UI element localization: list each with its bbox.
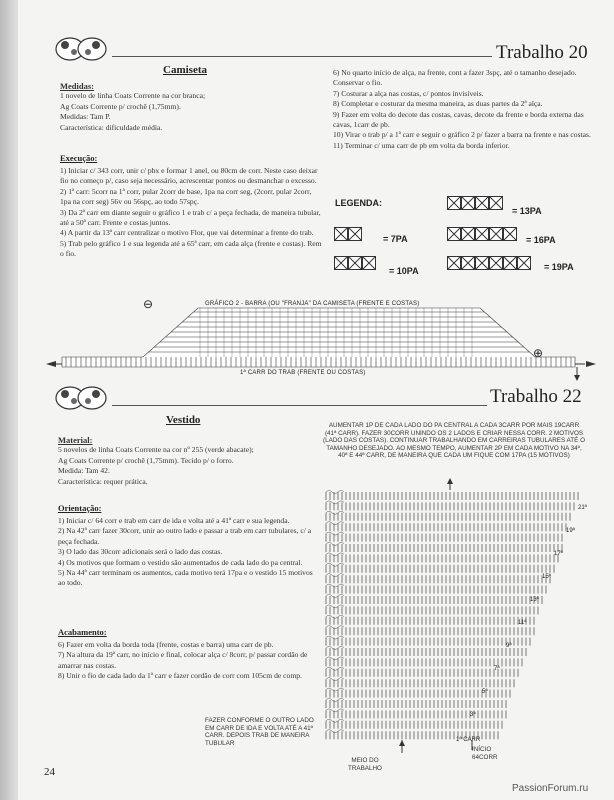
row-label: 13ª [530,597,539,603]
x-box-icon [475,227,489,241]
header-rule [112,405,487,406]
watermark: PassionForum.ru [512,783,589,794]
section-title-trabalho-20: Trabalho 20 [496,42,588,63]
x-box-icon [461,256,475,270]
x-box-icon [489,256,503,270]
step: 3) Da 2ª carr em diante seguir o gráfico 1 e trab c/ a peça fechada, de maneira tubular, até a 50ª carr. Frente e costas juntos. [60,207,321,228]
step: 2) Na 42ª carr fazer 30corr, unir ao outro lado e passar a trab em carr tubulares, c/ a peça fechada. [58,526,312,546]
bottom-note: FAZER CONFORME O OUTRO LADO EM CARR DE IDA E VOLTA ATÉ A 41ª CARR. DEPOIS TRAB DE MANEIRA TUBULAR [205,717,314,747]
legend-label-7pa: = 7PA [383,234,408,244]
camiseta-title: Camiseta [163,64,207,76]
size-line: Medida: Tam 42. [58,466,110,476]
legend-label-19pa: = 19PA [544,262,574,272]
step: 7) Costurar a alça nas costas, c/ pontos invisíveis. [333,88,484,98]
step: 11) Terminar c/ uma carr de pb em volta da borda inferior. [333,140,510,150]
orientation-label: Orientação: [58,503,102,513]
x-box-icon [334,227,348,241]
graph2-caption: 1ª CARR DO TRAB (FRENTE OU COSTAS) [240,370,366,376]
material-line: Ag Coats Corrente p/ crochê (1,75mm). [60,101,181,111]
x-box-icon [517,256,531,270]
header-rule [112,56,492,57]
yarn-balls-logo [52,381,112,411]
x-box-icon [503,227,517,241]
x-box-icon [447,196,461,210]
row-label: 9ª [506,643,512,649]
x-box-icon [447,256,461,270]
step: 4) Os motivos que formam o vestido são aumentados de cada lado do pa central. [58,557,303,567]
step: 10) Virar o trab p/ a 1ª carr e seguir o gráfico 2 p/ fazer a barra na frente e nas costas. [333,130,591,140]
vestido-title: Vestido [166,414,201,426]
vestido-finish-steps [58,640,313,682]
step: 5) Trab pelo gráfico 1 e sua legenda até a 65ª carr, em cada alça (frente e costas). Rem o fio. [60,238,322,259]
row-label: 5ª [482,689,488,695]
material-label: Material: [58,435,93,445]
material-line: Ag Coats Corrente p/ crochê (1,75mm). Tecido p/ o forro. [58,455,234,465]
x-box-icon [362,256,376,270]
finish-label: Acabamento: [58,627,107,637]
x-box-icon [461,196,475,210]
step: 3) O lado das 30corr adicionais será o lado das costas. [58,547,223,557]
x-box-icon [461,227,475,241]
size-line: Medidas: Tam P. [60,112,111,122]
plus-circle-icon: ⊕ [533,346,544,360]
feature-line: Característica: dificuldade média. [60,122,163,132]
step: 6) No quarto início de alça, na frente, cont a fazer 3spç, até o tamanho desejado. Conservar o fio. [333,68,577,88]
row-label: 3ª [470,712,476,718]
vestido-stitch-chart [322,478,594,763]
row-label: 7ª [494,666,500,672]
legend-10pa [334,256,376,270]
minus-circle-icon: ⊖ [143,297,154,311]
legend-label-10pa: = 10PA [389,266,419,276]
x-box-icon [489,227,503,241]
step: 1) Iniciar c/ 343 corr, unir c/ pbx e formar 1 anel, ou 80cm de corr. Neste caso deixar fio no começo p/, caso seja necessário, acrescentar pontos ou desmanchar o excesso. [60,166,318,186]
x-box-icon [489,196,503,210]
x-box-icon [447,227,461,241]
x-box-icon [475,256,489,270]
section-title-trabalho-22: Trabalho 22 [490,386,582,407]
legend-16pa [447,227,517,241]
execution-label: Execução: [60,153,98,163]
row-label: 1ª CARR [456,737,481,743]
legend-19pa [447,256,531,270]
step: 1) Iniciar c/ 64 corr e trab em carr de ida e volta até a 41ª carr e sua legenda. [58,516,290,525]
page-number: 24 [44,766,55,778]
step: 4) A partir da 13ª carr centralizar o motivo Flor, que vai determinar a frente do trab. [60,228,314,238]
row-label: 19ª [566,528,575,534]
step: 8) Unir o fio de cada lado da 1ª carr e fazer cordão de corr com 105cm de comp. [58,671,302,681]
start-label: INÍCIO 64CORR [472,746,498,761]
legend-7pa [334,227,362,241]
x-box-icon [348,256,362,270]
step: 9) Fazer em volta do decote das costas, cavas, decote da frente e borda externa das cavas, 1carr de pb. [333,109,584,130]
step: 5) Na 44ª carr terminam os aumentos, cada motivo terá 17pa e o vestido 15 motivos ao todo. [58,568,313,588]
row-label: 17ª [554,551,563,557]
legend-13pa [447,196,503,210]
graph2-title: GRÁFICO 2 - BARRA (OU "FRANJA" DA CAMISETA (FRENTE E COSTAS) [205,301,420,307]
step: 7) Na altura da 19ª carr, no início e final, colocar alça c/ 8corr, p/ passar cordão de amarrar nas costas. [58,650,308,670]
camiseta-steps [60,166,322,260]
x-box-icon [475,196,489,210]
row-label: 21ª [578,505,587,511]
camiseta-steps-right [333,68,595,151]
feature-line: Característica: requer prática. [58,476,148,486]
yarn-balls-logo [52,32,112,62]
vestido-steps [58,516,313,589]
legend-title: LEGENDA: [335,198,382,208]
vestido-materials [58,435,313,487]
x-box-icon [334,256,348,270]
chart-note: AUMENTAR 1P DE CADA LADO DO PA CENTRAL A CADA 3CARR POR MAIS 19CARR (41ª CARR). FAZER 30CORR UNINDO OS 2 LADOS E CRIAR NESSA CORR. 2 MOTIVOS (LADO DAS COSTAS). CONTINUAR TRABALHANDO EM CARREIRAS TUBULARES ATÉ O TAMANHO DESEJADO. AO MESMO TEMPO, AUMENTAR 2P EM CADA MOTIVO NA 34ª, 40ª E 44ª CARR, DE MANEIRA QUE CADA UM FIQUE COM 17PA (15 MOTIVOS) [323,422,585,460]
camiseta-materials [60,81,322,133]
middle-label: MEIO DO TRABALHO [348,757,382,772]
step: 2) 1ª carr: 5corr na 1ª corr, pular 2corr de base, 1pa na corr seg, (2corr, pular 2corr, 1pa na corr seg) 56v ou 56spç, ao todo 57spç. [60,186,312,207]
step: 8) Completar e costurar da mesma maneira, as duas partes da 2ª alça. [333,99,543,109]
step: 6) Fazer em volta da borda toda (frente, costas e barra) uma carr de pb. [58,640,274,649]
legend-label-16pa: = 16PA [526,235,556,245]
row-label: 11ª [518,620,527,626]
x-box-icon [503,256,517,270]
material-line: 5 novelos de linha Coats Corrente na cor nº 255 (verde abacate); [58,445,254,455]
material-line: 1 novelo de linha Coats Corrente na cor branca; [60,91,206,101]
row-label: 15ª [542,574,551,580]
x-box-icon [348,227,362,241]
page-edge [0,0,18,800]
legend-label-13pa: = 13PA [512,206,542,216]
materials-label: Medidas: [60,81,94,91]
